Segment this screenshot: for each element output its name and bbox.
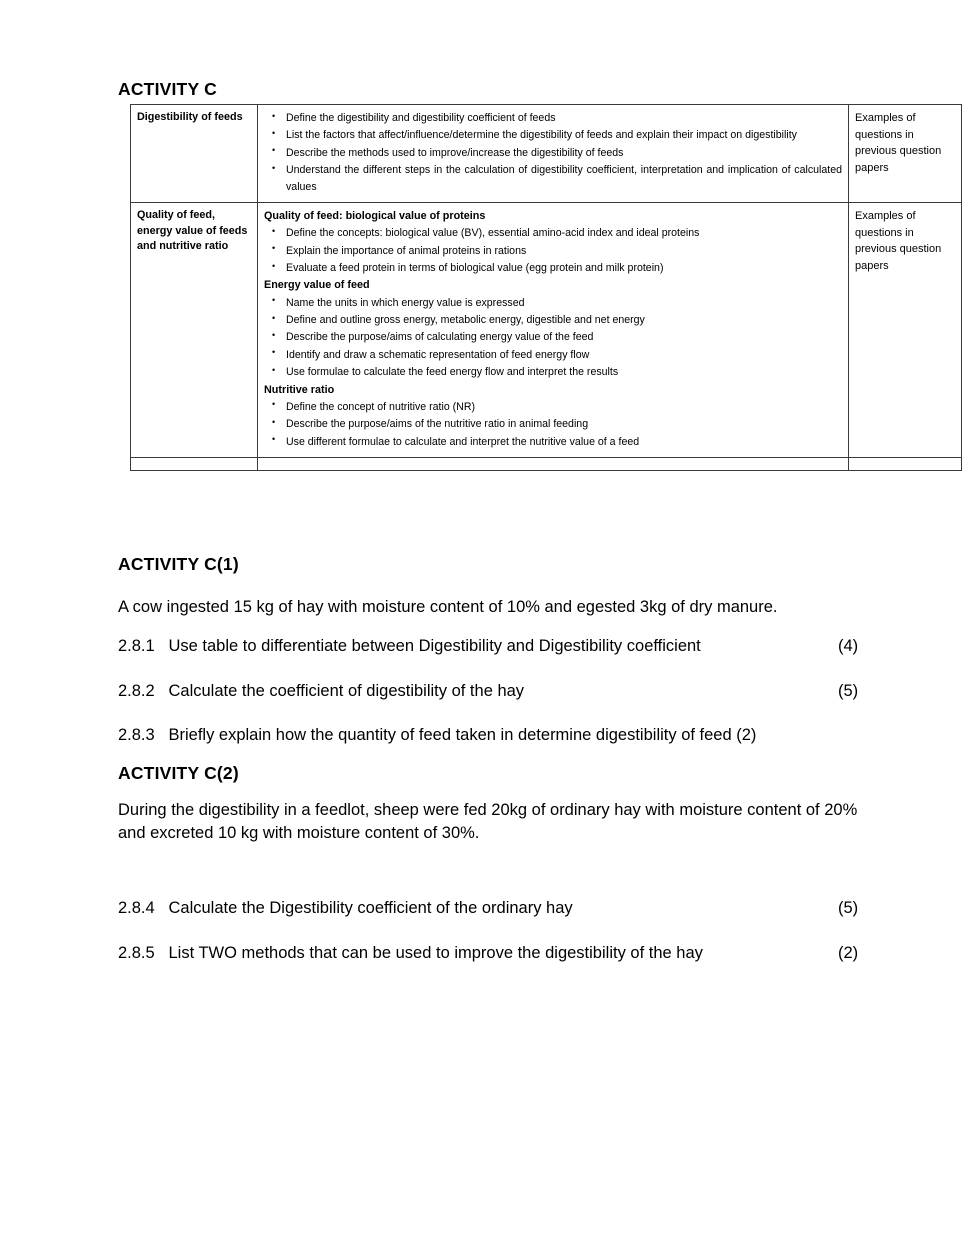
question-2-8-5 bbox=[118, 942, 908, 965]
question-marks: (5) bbox=[838, 898, 859, 917]
list-item: • Use different formulae to calculate and interpret the nutritive value of a feed bbox=[264, 434, 842, 450]
question-2-8-1 bbox=[118, 635, 908, 658]
question-text: Calculate the Digestibility coefficient of the ordinary hay bbox=[168, 898, 573, 917]
syllabus-table bbox=[130, 104, 962, 471]
question-number: 2.8.2 bbox=[118, 681, 155, 700]
detail-subheading: Energy value of feed bbox=[264, 279, 370, 292]
list-item: • Define and outline gross energy, metabolic energy, digestible and net energy bbox=[264, 312, 842, 328]
table-row bbox=[131, 203, 962, 458]
question-marks: (2) bbox=[736, 726, 757, 745]
topic-title: Digestibility of feeds bbox=[137, 111, 243, 123]
question-text: Briefly explain how the quantity of feed taken in determine digestibility of feed bbox=[168, 726, 732, 745]
list-item: • Understand the different steps in the calculation of digestibility coefficient, interpretation and implication of calculated values bbox=[264, 162, 842, 195]
table-cell-notes bbox=[849, 105, 962, 203]
question-2-8-4 bbox=[118, 897, 908, 920]
table-cell-detail bbox=[258, 105, 849, 203]
activity-c1-heading: ACTIVITY C(1) bbox=[118, 554, 239, 574]
list-item: • Identify and draw a schematic representation of feed energy flow bbox=[264, 347, 842, 363]
detail-bullet-list bbox=[264, 295, 842, 381]
list-item: • Describe the purpose/aims of the nutritive ratio in animal feeding bbox=[264, 416, 842, 432]
question-marks: (5) bbox=[838, 681, 859, 700]
list-item: • Define the concept of nutritive ratio (NR) bbox=[264, 399, 842, 415]
detail-subheading: Quality of feed: biological value of proteins bbox=[264, 210, 486, 223]
activity-c1-scenario: A cow ingested 15 kg of hay with moisture content of 10% and egested 3kg of dry manure. bbox=[118, 598, 778, 617]
notes-text: Examples of questions in previous question papers bbox=[855, 210, 942, 273]
question-marks: (2) bbox=[838, 943, 859, 962]
question-text: Calculate the coefficient of digestibility of the hay bbox=[168, 681, 525, 700]
list-item: • Describe the purpose/aims of calculating energy value of the feed bbox=[264, 329, 842, 345]
list-item: • Describe the methods used to improve/increase the digestibility of feeds bbox=[264, 145, 842, 161]
list-item: • Define the digestibility and digestibility coefficient of feeds bbox=[264, 110, 842, 126]
list-item: • Use formulae to calculate the feed energy flow and interpret the results bbox=[264, 364, 842, 380]
notes-text: Examples of questions in previous question papers bbox=[855, 112, 942, 175]
table-cell-notes-partial bbox=[849, 458, 962, 471]
question-marks: (4) bbox=[838, 636, 859, 655]
question-number: 2.8.4 bbox=[118, 898, 155, 917]
list-item: • Explain the importance of animal proteins in rations bbox=[264, 243, 842, 259]
page-title: ACTIVITY C bbox=[118, 79, 217, 99]
list-item: • Define the concepts: biological value (BV), essential amino-acid index and ideal proteins bbox=[264, 225, 842, 241]
question-2-8-2 bbox=[118, 680, 908, 703]
detail-bullet-list bbox=[264, 225, 842, 276]
question-text: List TWO methods that can be used to improve the digestibility of the hay bbox=[168, 943, 703, 962]
activities-body bbox=[118, 554, 878, 964]
detail-bullet-list bbox=[264, 110, 842, 195]
table-cell-topic bbox=[131, 203, 258, 458]
question-number: 2.8.3 bbox=[118, 726, 155, 745]
topic-title: Quality of feed, energy value of feeds and nutritive ratio bbox=[137, 209, 248, 253]
table-cell-topic bbox=[131, 105, 258, 203]
activity-c2-heading: ACTIVITY C(2) bbox=[118, 763, 239, 784]
table-cell-detail-partial bbox=[258, 458, 849, 471]
question-number: 2.8.5 bbox=[118, 943, 155, 962]
question-text: Use table to differentiate between Digestibility and Digestibility coefficient bbox=[168, 636, 701, 655]
question-2-8-3 bbox=[118, 724, 908, 747]
detail-bullet-list bbox=[264, 399, 842, 450]
table-cell-notes bbox=[849, 203, 962, 458]
list-item: • List the factors that affect/influence/determine the digestibility of feeds and explain their impact on digestibility bbox=[264, 127, 842, 143]
table-cell-topic-partial bbox=[131, 458, 258, 471]
list-item: • Name the units in which energy value is expressed bbox=[264, 295, 842, 311]
list-item: • Evaluate a feed protein in terms of biological value (egg protein and milk protein) bbox=[264, 260, 842, 276]
table-row-partial bbox=[131, 458, 962, 471]
table-cell-detail bbox=[258, 203, 849, 458]
question-number: 2.8.1 bbox=[118, 636, 155, 655]
detail-subheading: Nutritive ratio bbox=[264, 383, 335, 396]
table-row bbox=[131, 105, 962, 203]
activity-c2-scenario: During the digestibility in a feedlot, sheep were fed 20kg of ordinary hay with moisture content of 20% and excreted 10 kg with moisture content of 30%. bbox=[118, 801, 858, 843]
